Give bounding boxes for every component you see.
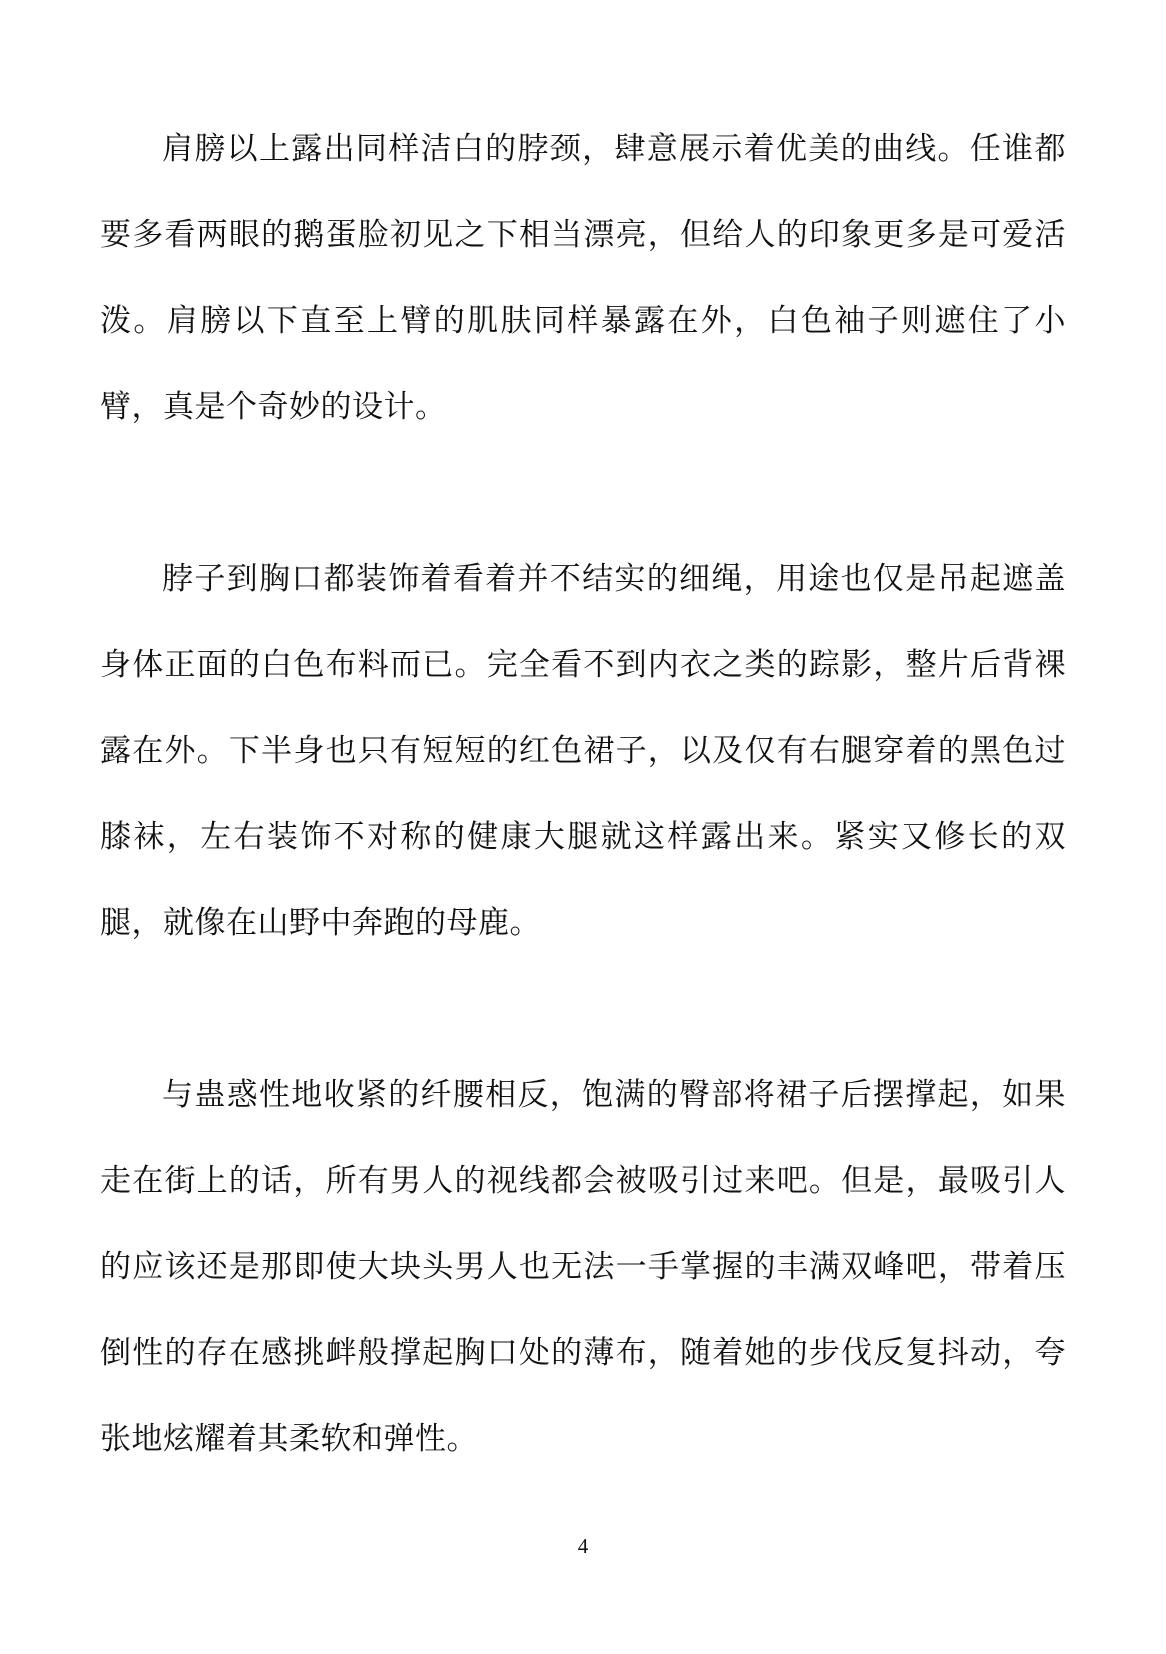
page-number: 4 [577,1534,589,1558]
paragraph-1: 肩膀以上露出同样洁白的脖颈，肆意展示着优美的曲线。任谁都要多看两眼的鹅蛋脸初见之下相当漂亮，但给人的印象更多是可爱活泼。肩膀以下直至上臂的肌肤同样暴露在外，白色袖子则遮住了小臂，真是个奇妙的设计。 [100,131,1066,425]
page-body [100,106,1066,1482]
paragraph-3: 与蛊惑性地收紧的纤腰相反，饱满的臀部将裙子后摆撑起，如果走在街上的话，所有男人的视线都会被吸引过来吧。但是，最吸引人的应该还是那即使大块头男人也无法一手掌握的丰满双峰吧，带着压倒性的存在感挑衅般撑起胸口处的薄布，随着她的步伐反复抖动，夸张地炫耀着其柔软和弹性。 [100,1077,1066,1457]
paragraph-2: 脖子到胸口都装饰着看着并不结实的细绳，用途也仅是吊起遮盖身体正面的白色布料而已。完全看不到内衣之类的踪影，整片后背裸露在外。下半身也只有短短的红色裙子，以及仅有右腿穿着的黑色过膝袜，左右装饰不对称的健康大腿就这样露出来。紧实又修长的双腿，就像在山野中奔跑的母鹿。 [100,561,1066,941]
